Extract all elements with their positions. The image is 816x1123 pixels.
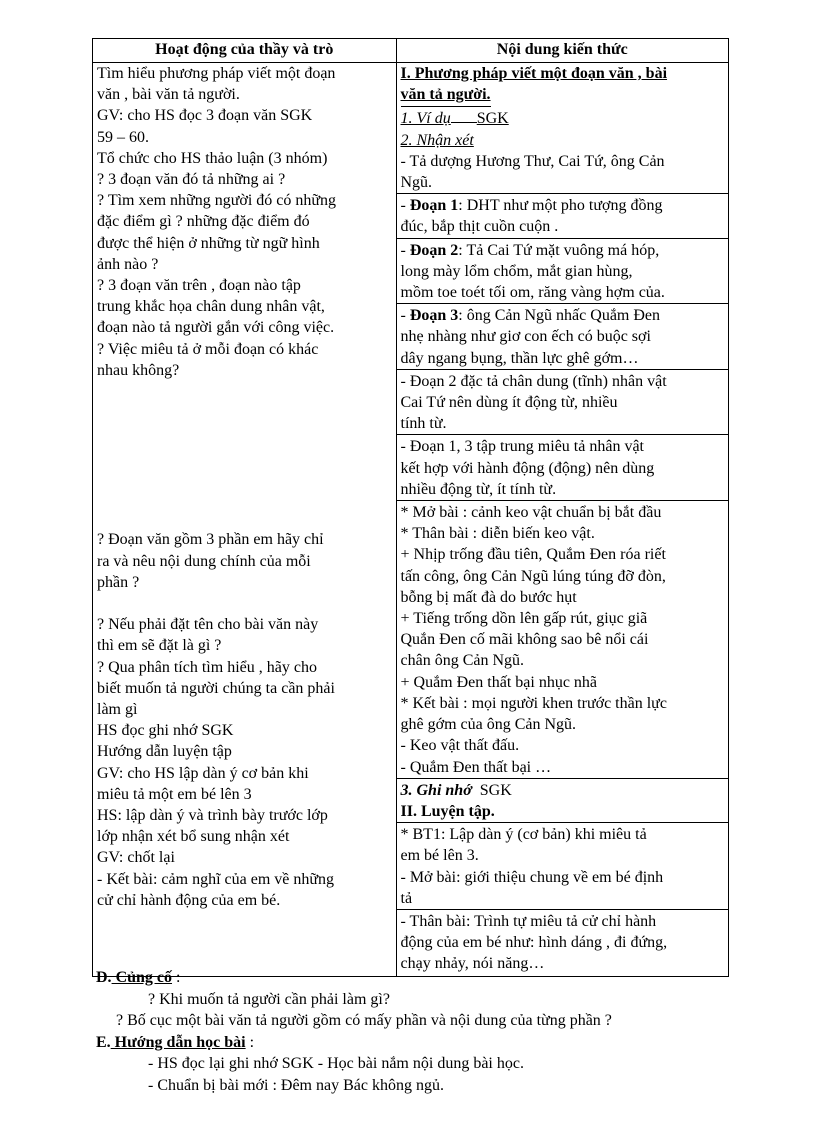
text-line: + Quắm Đen thất bại nhục nhã bbox=[400, 673, 598, 691]
text-line: ảnh nào ? bbox=[97, 255, 159, 273]
text-line: GV: cho HS đọc 3 đoạn văn SGK bbox=[97, 107, 313, 125]
text-line: thì em sẽ đặt là gì ? bbox=[97, 637, 222, 655]
text-line: đặc điểm gì ? những đặc điểm đó bbox=[97, 213, 310, 231]
text-line: biết muốn tả người chúng ta cần phải bbox=[97, 679, 335, 697]
text-line: - Tả dượng Hương Thư, Cai Tứ, ông Cản bbox=[400, 152, 665, 170]
text-line: kết hợp với hành động (động) nên dùng bbox=[400, 459, 655, 477]
table-header-row bbox=[93, 39, 729, 63]
text-line: ra và nêu nội dung chính của mỗi bbox=[97, 552, 311, 570]
remark-label: 2. Nhận xét bbox=[400, 131, 474, 149]
text-line: * BT1: Lập dàn ý (cơ bản) khi miêu tả bbox=[400, 826, 647, 844]
knowledge-column bbox=[396, 63, 729, 977]
text-line: phần ? bbox=[97, 573, 140, 591]
text-line: ? Đoạn văn gồm 3 phần em hãy chỉ bbox=[97, 531, 324, 549]
text-line: ? Việc miêu tả ở mỗi đoạn có khác bbox=[97, 340, 319, 358]
text-line: Quắn Đen cố mãi không sao bê nổi cái bbox=[400, 631, 649, 649]
text-line: ? 3 đoạn văn trên , đoạn nào tập bbox=[97, 277, 301, 295]
text-line: Tìm hiểu phương pháp viết một đoạn bbox=[97, 65, 336, 82]
structure-segment bbox=[397, 502, 729, 779]
text-line: tả bbox=[400, 889, 413, 907]
homework-heading: E. Hướng dẫn học bài : bbox=[96, 1033, 255, 1051]
text-line: chân ông Cản Ngũ. bbox=[400, 652, 525, 670]
text-line: bỗng bị mất đà do bước hụt bbox=[400, 588, 577, 606]
lesson-footer bbox=[96, 967, 756, 1096]
homework-item-2: - Chuẩn bị bài mới : Đêm nay Bác không ngủ. bbox=[148, 1076, 444, 1094]
text-line: động của em bé như: hình dáng , đi đứng, bbox=[400, 934, 668, 952]
exercise-segment bbox=[397, 824, 729, 910]
text-line: ghê gớm của ông Cản Ngũ. bbox=[400, 716, 577, 734]
text-line: làm gì bbox=[97, 700, 138, 718]
text-line: tính từ. bbox=[400, 415, 447, 433]
text-line: - Kết bài: cảm nghĩ của em về những bbox=[97, 870, 335, 888]
text-line: tấn công, ông Cản Ngũ lúng túng đỡ đòn, bbox=[400, 567, 666, 585]
text-line: đoạn nào tả người gắn với công việc. bbox=[97, 319, 335, 337]
text-line: chạy nhảy, nói năng… bbox=[400, 955, 545, 973]
text-line: Hướng dẫn luyện tập bbox=[97, 743, 232, 761]
heading-method-l1: I. Phương pháp viết một đoạn văn , bài bbox=[400, 65, 668, 82]
text-line: - Đoạn 1, 3 tập trung miêu tả nhân vật bbox=[400, 438, 644, 456]
text-line: Cai Tứ nên dùng ít động từ, nhiều bbox=[400, 394, 618, 412]
consolidation-heading: D. Củng cố : bbox=[96, 969, 181, 986]
text-line: cử chỉ hành động của em bé. bbox=[97, 891, 281, 909]
teacher-student-column bbox=[93, 63, 397, 977]
text-line: HS đọc ghi nhớ SGK bbox=[97, 722, 234, 740]
text-line: ? Nếu phải đặt tên cho bài văn này bbox=[97, 616, 319, 634]
text-line: + Tiếng trống dồn lên gấp rút, giục giã bbox=[400, 610, 648, 628]
text-line: 59 – 60. bbox=[97, 128, 149, 146]
remark-segment-doan3: - Đoạn 3: ông Cản Ngũ nhấc Quắm Đen nhẹ nhàng như giơ con ếch có buộc sợi dây ngang bụng, thần lực ghê gớm… bbox=[397, 305, 729, 370]
text-line: - Keo vật thất đấu. bbox=[400, 737, 520, 755]
text-line: * Mở bài : cảnh keo vật chuẩn bị bắt đầu bbox=[400, 504, 662, 522]
text-line: miêu tả một em bé lên 3 bbox=[97, 785, 252, 803]
text-line: nhiều động từ, ít tính từ. bbox=[400, 480, 557, 498]
header-left: Hoạt động của thầy và trò bbox=[93, 39, 397, 63]
text-line: - Thân bài: Trình tự miêu tả cử chỉ hành bbox=[400, 912, 657, 930]
remark-segment-1 bbox=[397, 151, 729, 194]
left-block-2 bbox=[97, 529, 392, 593]
remark-segment-doan2: - Đoạn 2: Tả Cai Tứ mặt vuông má hóp, long mày lổm chổm, mắt gian hùng, mồm toe toét tối om, răng vàng hợm của. bbox=[397, 240, 729, 305]
text-line: GV: chốt lại bbox=[97, 849, 175, 867]
table-body-row bbox=[93, 63, 729, 977]
text-line: ? Qua phân tích tìm hiểu , hãy cho bbox=[97, 658, 317, 676]
remark-segment-dynamic bbox=[397, 436, 729, 501]
text-line: nhau không? bbox=[97, 361, 180, 379]
text-line: - Đoạn 2 đặc tả chân dung (tĩnh) nhân vật bbox=[400, 372, 667, 390]
remember-label: 3. Ghi nhớ bbox=[400, 781, 472, 799]
text-line: GV: cho HS lập dàn ý cơ bản khi bbox=[97, 764, 309, 782]
remember-segment: 3. Ghi nhớ SGK II. Luyện tập. bbox=[397, 780, 729, 823]
remark-segment-doan1: - Đoạn 1: DHT như một pho tượng đồng đúc, bắp thịt cuồn cuộn . bbox=[397, 195, 729, 238]
heading-method-l2: văn tả người. bbox=[401, 84, 491, 107]
text-line: * Thân bài : diễn biến keo vật. bbox=[400, 525, 595, 543]
left-block-1 bbox=[97, 63, 392, 381]
consolidation-question-1: ? Khi muốn tả người cần phải làm gì? bbox=[148, 990, 390, 1008]
text-line: ? Tìm xem những người đó có những bbox=[97, 192, 337, 210]
text-line: trung khắc họa chân dung nhân vật, bbox=[97, 298, 325, 316]
text-line: được thể hiện ở những từ ngữ hình bbox=[97, 234, 320, 252]
text-line: văn , bài văn tả người. bbox=[97, 86, 240, 104]
text-line: + Nhịp trống đầu tiên, Quắm Đen róa riết bbox=[400, 546, 666, 564]
practice-heading: II. Luyện tập bbox=[400, 802, 491, 820]
text-line: Ngũ. bbox=[400, 174, 433, 192]
lesson-table bbox=[92, 38, 729, 977]
text-line: Tổ chức cho HS thảo luận (3 nhóm) bbox=[97, 149, 328, 167]
text-line: - Quắm Đen thất bại … bbox=[400, 758, 552, 776]
text-line: lớp nhận xét bổ sung nhận xét bbox=[97, 828, 290, 846]
header-right: Nội dung kiến thức bbox=[396, 39, 729, 63]
example-line: 1. Ví dụ SGK bbox=[400, 110, 509, 128]
remark-segment-static bbox=[397, 371, 729, 436]
text-line: - Mở bài: giới thiệu chung về em bé định bbox=[400, 868, 664, 886]
text-line: ? 3 đoạn văn đó tả những ai ? bbox=[97, 171, 286, 189]
homework-item-1: - HS đọc lại ghi nhớ SGK - Học bài nắm nội dung bài học. bbox=[148, 1055, 524, 1072]
text-line: * Kết bài : mọi người khen trước thần lực bbox=[400, 694, 667, 712]
text-line: em bé lên 3. bbox=[400, 847, 479, 865]
text-line: HS: lập dàn ý và trình bày trước lớp bbox=[97, 806, 328, 824]
body-segment bbox=[397, 911, 729, 975]
consolidation-question-2: ? Bố cục một bài văn tả người gồm có mấy phần và nội dung của từng phần ? bbox=[116, 1012, 612, 1029]
left-block-3 bbox=[97, 614, 392, 911]
